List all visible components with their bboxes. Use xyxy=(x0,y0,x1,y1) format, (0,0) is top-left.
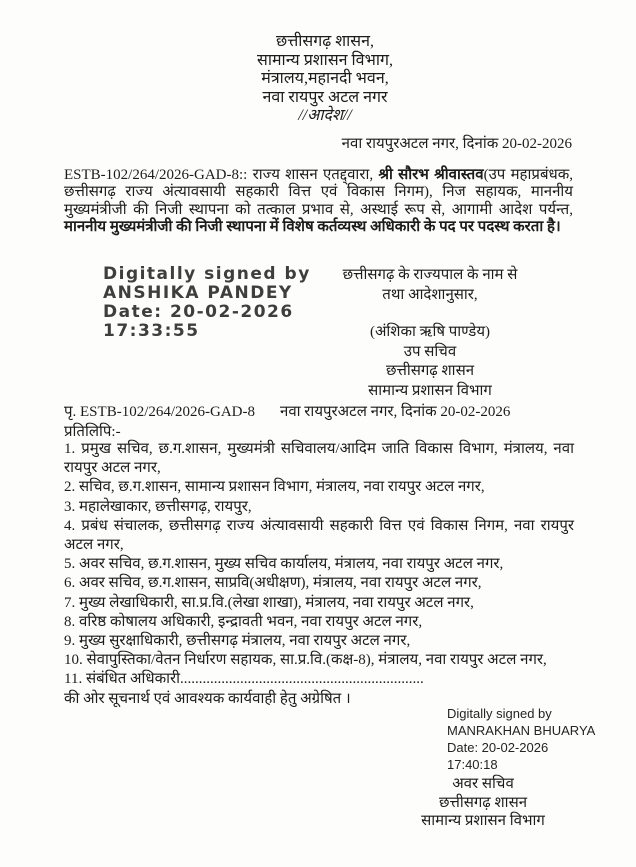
signatory-designation: उप सचिव xyxy=(403,343,457,360)
bottom-signatory-govt: छत्तीसगढ़ शासन xyxy=(438,794,528,811)
authority-in-name-of: छत्तीसगढ़ के राज्यपाल के नाम से xyxy=(342,267,518,283)
posting-statement: माननीय मुख्यमंत्रीजी की निजी स्थापना में विशेष कर्तव्यस्थ अधिकारी के पद पर पदस्थ करता है। xyxy=(64,219,561,236)
distribution-list xyxy=(64,440,574,709)
signatory-dept: सामान्य प्रशासन विभाग xyxy=(368,382,492,399)
list-item: 9. मुख्य सुरक्षाधिकारी, छत्तीसगढ़ मंत्रालय, नवा रायपुर अटल नगर, xyxy=(64,633,411,650)
list-item: 5. अवर सचिव, छ.ग.शासन, मुख्य सचिव कार्यालय, मंत्रालय, नवा रायपुर अटल नगर, xyxy=(64,556,504,573)
digital-signature-bottom-name: MANRAKHAN BHUARYA xyxy=(447,723,596,738)
signatory-name: (अंशिका ऋषि पाण्डेय) xyxy=(369,324,491,340)
list-item: 2. सचिव, छ.ग.शासन, सामान्य प्रशासन विभाग, मंत्रालय, नवा रायपुर अटल नगर, xyxy=(64,479,485,496)
place-date-line: नवा रायपुरअटल नगर, दिनांक 20-02-2026 xyxy=(341,136,572,152)
digital-signature-bottom-date: Date: 20-02-2026 xyxy=(447,740,549,755)
letterhead-building: मंत्रालय,महानदी भवन, xyxy=(261,70,389,87)
bottom-signatory-designation: अवर सचिव xyxy=(452,776,514,792)
endorsement-reference-row xyxy=(64,401,573,421)
digital-signature-top-label: Digitally signed by xyxy=(103,264,311,284)
letterhead xyxy=(175,33,475,126)
forwarding-line: की ओर सूचनार्थ एवं आवश्यक कार्यवाही हेतु अग्रेषित । xyxy=(64,690,351,707)
letterhead-govt: छत्तीसगढ़ शासन, xyxy=(276,33,374,50)
list-item: 7. मुख्य लेखाधिकारी, सा.प्र.वि.(लेखा शाखा), मंत्रालय, नवा रायपुर अटल नगर, xyxy=(64,594,474,611)
list-item: 6. अवर सचिव, छ.ग.शासन, साप्रवि(अधीक्षण), मंत्रालय, नवा रायपुर अटल नगर, xyxy=(64,575,482,592)
digital-signature-bottom xyxy=(447,705,595,773)
order-title: //आदेश// xyxy=(298,107,352,124)
order-reference-text: ESTB-102/264/2026-GAD-8:: राज्य शासन एतद्द्वारा, xyxy=(64,167,379,183)
digital-signature-bottom-label: Digitally signed by xyxy=(447,706,552,721)
digital-signature-bottom-time: 17:40:18 xyxy=(447,757,498,772)
authority-block xyxy=(310,266,550,401)
endorsement-place-date: नवा रायपुरअटल नगर, दिनांक 20-02-2026 xyxy=(280,404,511,420)
digital-signature-top-name: ANSHIKA PANDEY xyxy=(103,283,293,303)
list-item: 4. प्रबंध संचालक, छत्तीसगढ़ राज्य अंत्यावसायी सहकारी वित्त एवं विकास निगम, नवा रायपुर अटल नगर, xyxy=(64,517,574,554)
digital-signature-top xyxy=(103,265,311,341)
order-body-text: (उप महाप्रबंधक, छत्तीसगढ़ राज्य अंत्यावसायी सहकारी वित्त एवं विकास निगम), निज सहायक, माननीय मुख्यमंत्रीजी की निजी स्थापना को तत्काल प्रभाव से, अस्थाई रूप से, आगामी आदेश पर्यन्त, xyxy=(64,167,573,218)
list-item: 8. वरिष्ठ कोषालय अधिकारी, इन्द्रावती भवन, नवा रायपुर अटल नगर, xyxy=(64,613,423,630)
digital-signature-top-time: 17:33:55 xyxy=(103,321,200,341)
authority-by-order: तथा आदेशानुसार, xyxy=(382,286,478,303)
order-paragraph xyxy=(64,167,573,237)
list-item: 1. प्रमुख सचिव, छ.ग.शासन, मुख्यमंत्री सचिवालय/आदिम जाति विकास विभाग, मंत्रालय, नवा रायपुर अटल नगर, xyxy=(64,441,574,477)
signatory-govt: छत्तीसगढ़ शासन xyxy=(385,363,475,379)
list-item: 11. संबंधित अधिकारी................................................................. xyxy=(64,671,424,688)
list-item: 10. सेवापुस्तिका/वेतन निर्धारण सहायक, सा.प्र.वि.(कक्ष-8), मंत्रालय, नवा रायपुर अटल नगर, xyxy=(64,652,547,669)
letterhead-dept: सामान्य प्रशासन विभाग, xyxy=(257,51,393,69)
endorsement-reference-number: पृ. ESTB-102/264/2026-GAD-8 xyxy=(64,404,256,420)
list-item: 3. महालेखाकार, छत्तीसगढ़, रायपुर, xyxy=(64,498,252,515)
bottom-signatory-block xyxy=(400,775,566,831)
bottom-signatory-dept: सामान्य प्रशासन विभाग xyxy=(421,813,545,829)
officer-name: श्री सौरभ श्रीवास्तव xyxy=(378,167,484,183)
copy-to-label: प्रतिलिपि:- xyxy=(64,424,121,440)
digital-signature-top-date: Date: 20-02-2026 xyxy=(103,302,294,322)
letterhead-city: नवा रायपुर अटल नगर xyxy=(262,88,388,106)
